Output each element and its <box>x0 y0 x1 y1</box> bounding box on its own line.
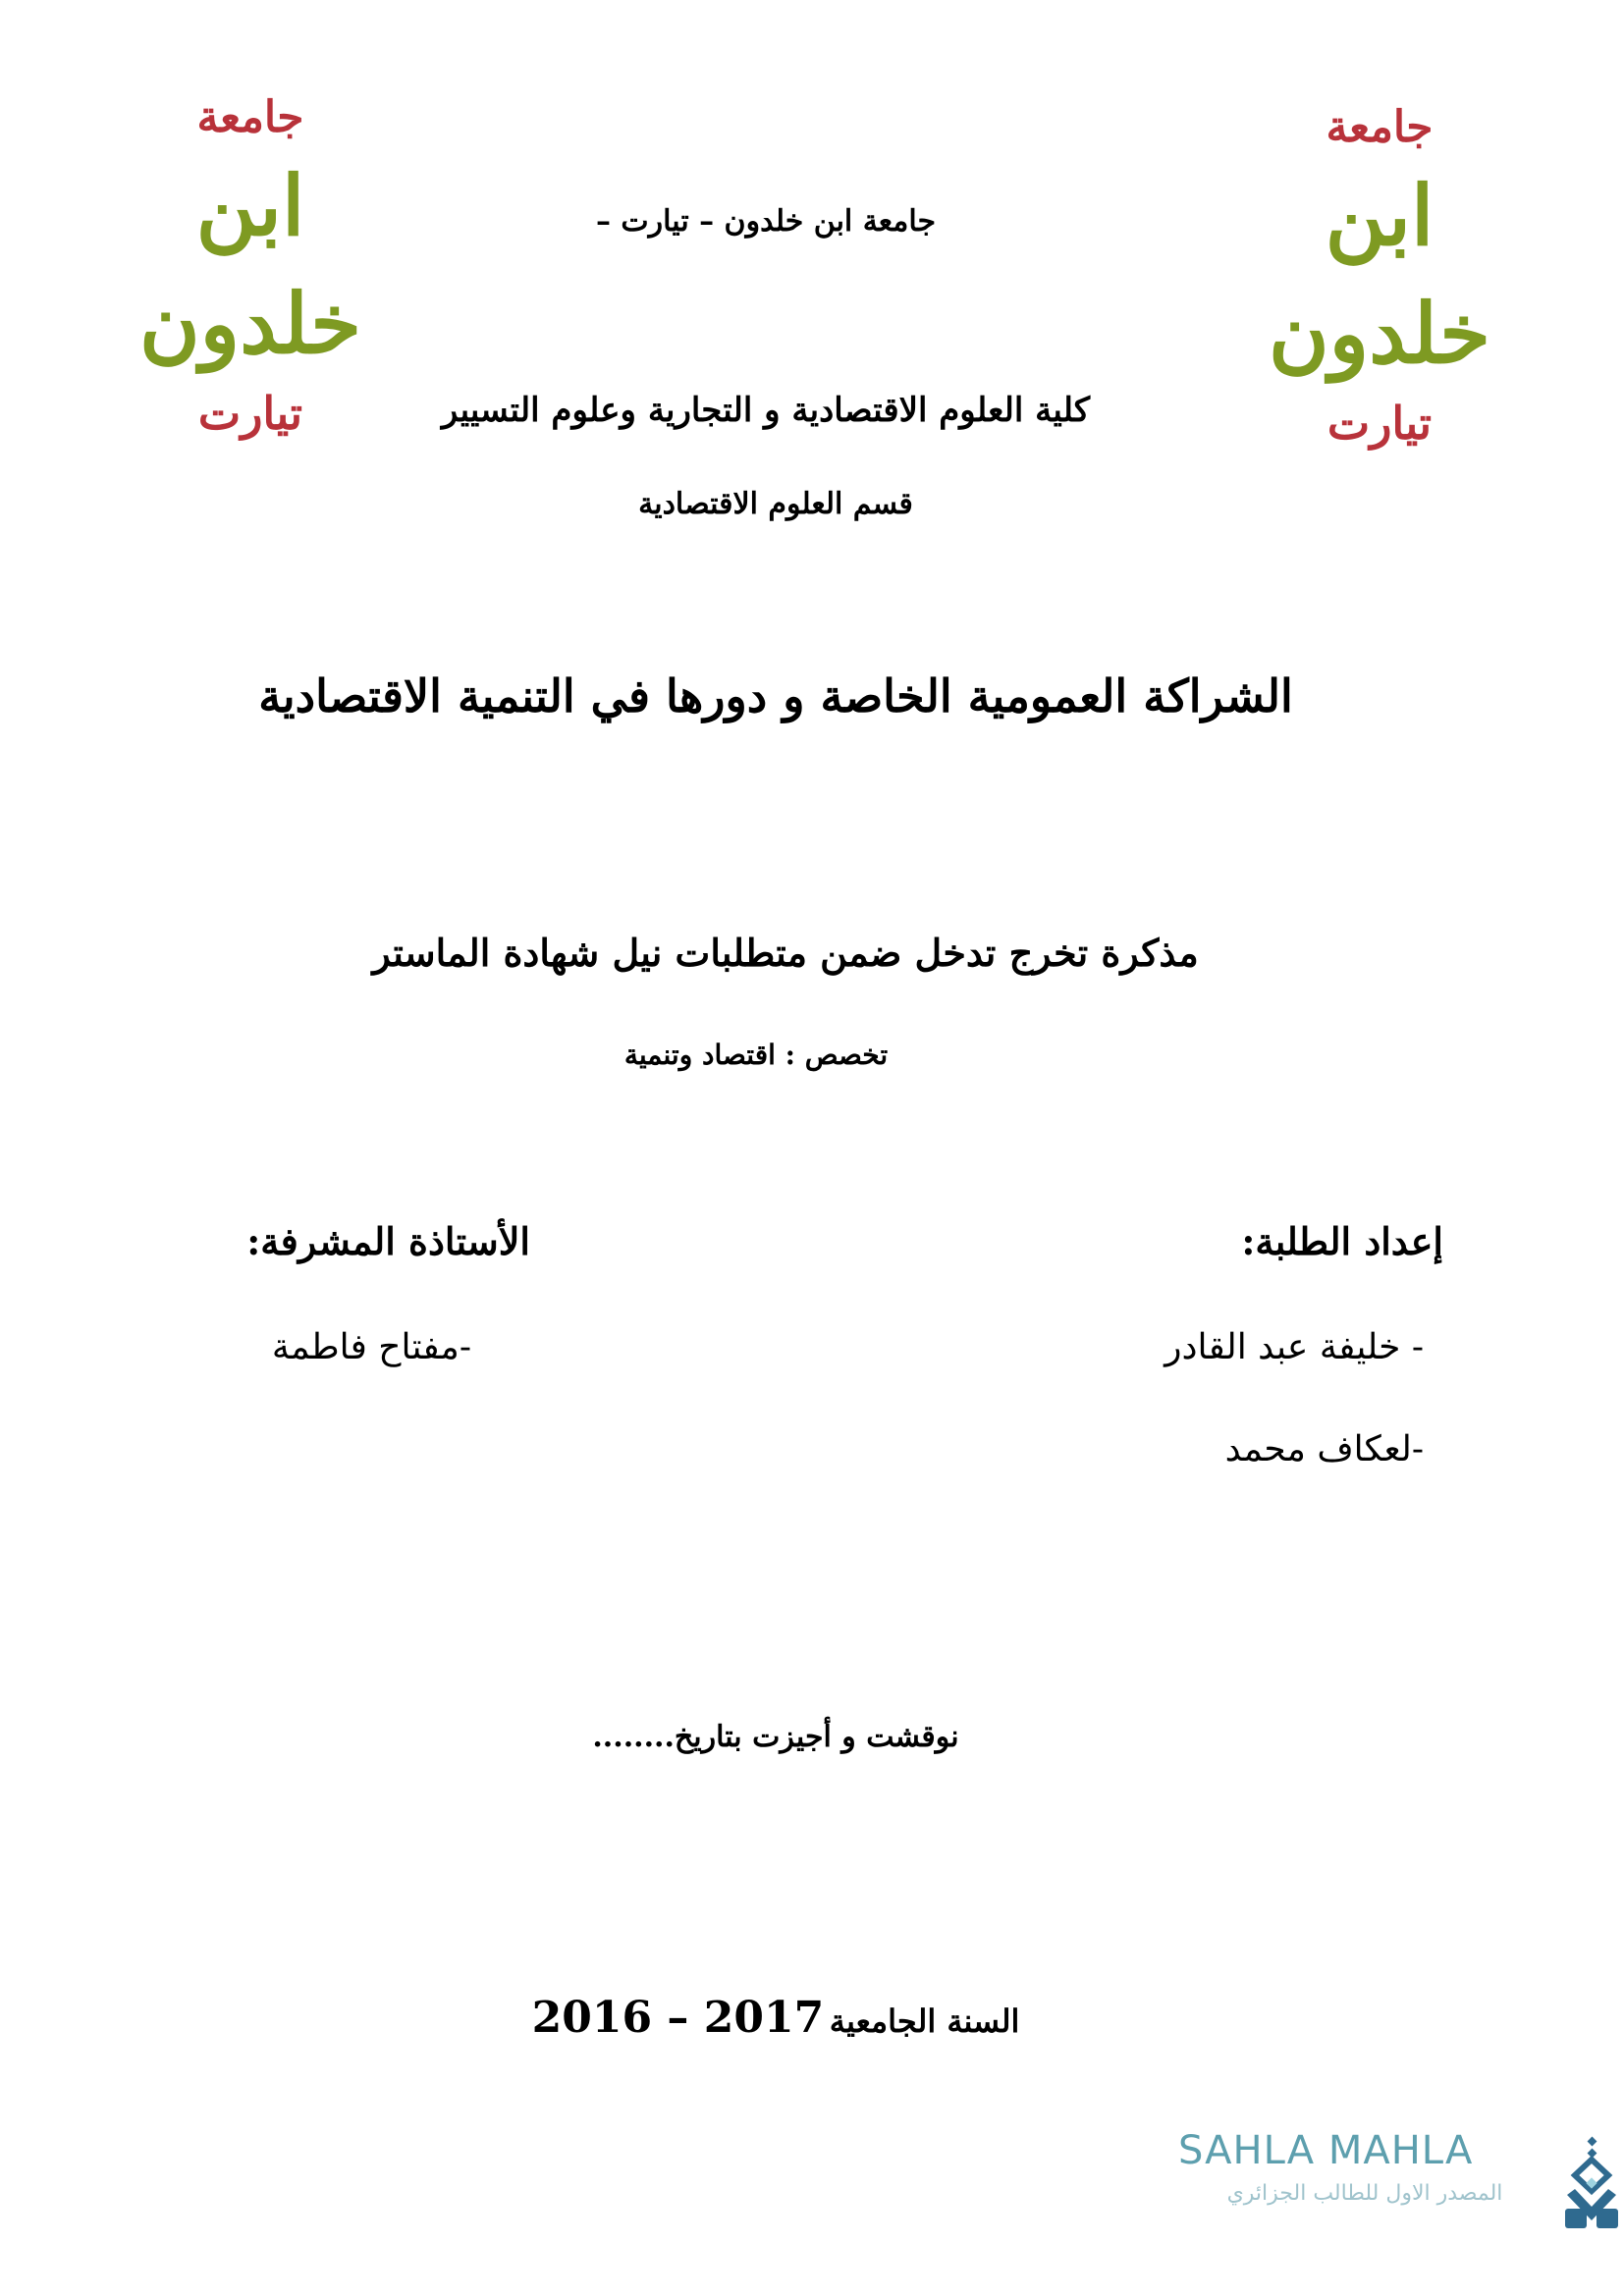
sahla-mahla-watermark <box>1168 2110 1624 2238</box>
logo-right-middle-text: ابن خلدون <box>1268 167 1491 382</box>
thesis-subtitle: مذكرة تخرج تدخل ضمن متطلبات نيل شهادة الماستر <box>372 931 1199 975</box>
logo-right-bottom-text: تيارت <box>1326 397 1433 450</box>
supervisor-label: الأستاذة المشرفة: <box>246 1219 530 1263</box>
logo-left-bottom-text: تيارت <box>197 387 303 440</box>
thesis-title: الشراكة العمومية الخاصة و دورها في التنمية الاقتصادية <box>258 669 1293 722</box>
specialty: تخصص : اقتصاد وتنمية <box>623 1039 889 1071</box>
watermark-tagline: المصدر الاول للطالب الجزائري <box>1226 2181 1503 2206</box>
logo-left-middle-text: ابن خلدون <box>138 157 362 372</box>
student-name: - خليفة عبد القادر <box>1164 1327 1424 1367</box>
student-name: -لعكاف محمد <box>1224 1429 1424 1469</box>
logo-left-top-text: جامعة <box>196 92 304 142</box>
academic-year-label: السنة الجامعية <box>829 2002 1020 2040</box>
university-logo-right <box>1203 69 1556 450</box>
watermark-brand: SAHLA MAHLA <box>1178 2128 1474 2173</box>
faculty-name: كلية العلوم الاقتصادية و التجارية وعلوم التسيير <box>441 391 1091 430</box>
department-name: قسم العلوم الاقتصادية <box>638 487 913 521</box>
supervisor-name: -مفتاح فاطمة <box>271 1327 471 1367</box>
academic-year <box>511 1993 1041 2043</box>
university-name: جامعة ابن خلدون – تيارت – <box>595 204 937 239</box>
university-logo-left <box>74 59 427 440</box>
academic-year-value: 2016 – 2017 <box>531 1993 825 2043</box>
students-label: إعداد الطلبة: <box>1241 1219 1443 1263</box>
logo-right-top-text: جامعة <box>1326 102 1434 152</box>
defense-date: نوقشت و أجيزت بتاريخ........ <box>592 1720 959 1754</box>
sahla-mahla-emblem-icon <box>1559 2110 1624 2238</box>
